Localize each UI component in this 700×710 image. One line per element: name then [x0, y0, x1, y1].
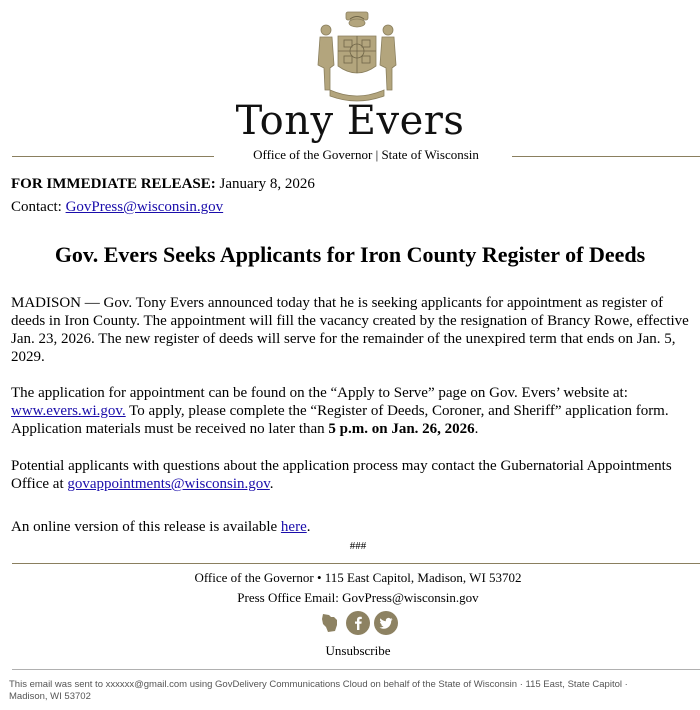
- p2-text-b: To apply, please complete the “Register of Deeds, Coroner, and Sheriff” application form. Application materials must be received no later than: [11, 403, 669, 437]
- online-version-line: [11, 519, 310, 536]
- facebook-icon[interactable]: [346, 611, 370, 635]
- appointments-email-link[interactable]: govappointments@wisconsin.gov: [67, 476, 270, 492]
- separator: |: [375, 147, 379, 162]
- online-period: .: [306, 519, 311, 535]
- unsubscribe-link[interactable]: Unsubscribe: [325, 643, 391, 658]
- divider-right: [512, 156, 700, 157]
- online-text: An online version of this release is available: [11, 519, 281, 535]
- office-label: Office of the Governor: [253, 147, 373, 162]
- twitter-icon[interactable]: [374, 611, 398, 635]
- p2-text-a: The application for appointment can be found on the “Apply to Serve” page on Gov. Evers’ website at:: [11, 385, 628, 401]
- website-link[interactable]: www.evers.wi.gov.: [11, 403, 126, 419]
- sent-notice: This email was sent to xxxxxx@gmail.com using GovDelivery Communications Cloud on behalf of the State of Wisconsin · 115 East, State Capitol · Madison, WI 53702: [9, 679, 628, 702]
- contact-label: Contact:: [11, 199, 62, 215]
- deadline: 5 p.m. on Jan. 26, 2026: [328, 421, 475, 437]
- email-header: [0, 0, 700, 170]
- office-subline: [12, 147, 700, 167]
- end-mark: ###: [349, 540, 367, 552]
- paragraph-questions: [11, 457, 693, 493]
- release-label: FOR IMMEDIATE RELEASE:: [11, 176, 216, 192]
- paragraph-application: [11, 384, 693, 438]
- wisconsin-seal-icon: [312, 10, 402, 102]
- footer-divider: [12, 563, 700, 564]
- here-link[interactable]: here: [280, 519, 307, 535]
- headline: Gov. Evers Seeks Applicants for Iron County Register of Deeds: [54, 242, 646, 267]
- footer-address: Office of the Governor • 115 East Capitol, Madison, WI 53702: [194, 570, 522, 585]
- p2-text-c: .: [474, 421, 479, 437]
- release-line: [11, 176, 315, 193]
- release-date: January 8, 2026: [219, 176, 315, 192]
- governor-name: Tony Evers: [235, 98, 465, 144]
- state-label: State of Wisconsin: [381, 147, 479, 162]
- contact-email-link[interactable]: GovPress@wisconsin.gov: [65, 199, 224, 215]
- social-icons: [318, 611, 400, 635]
- wisconsin-state-icon[interactable]: [318, 611, 342, 635]
- contact-line: [11, 199, 223, 216]
- p3-text-b: .: [269, 476, 274, 492]
- paragraph-announcement: MADISON — Gov. Tony Evers announced today that he is seeking applicants for appointment as register of deeds in Iron County. The appointment will fill the vacancy created by the resignation of Brancy Rowe, effective Jan. 23, 2026. The new register of deeds will serve for the remainder of the unexpired term that ends on Jan. 5, 2029.: [11, 295, 689, 365]
- notice-divider: [12, 669, 700, 670]
- footer-press-email: Press Office Email: GovPress@wisconsin.gov: [237, 590, 479, 605]
- divider-left: [12, 156, 214, 157]
- p3-text-a: Potential applicants with questions about the application process may contact the Gubernatorial Appointments Office at: [11, 458, 672, 492]
